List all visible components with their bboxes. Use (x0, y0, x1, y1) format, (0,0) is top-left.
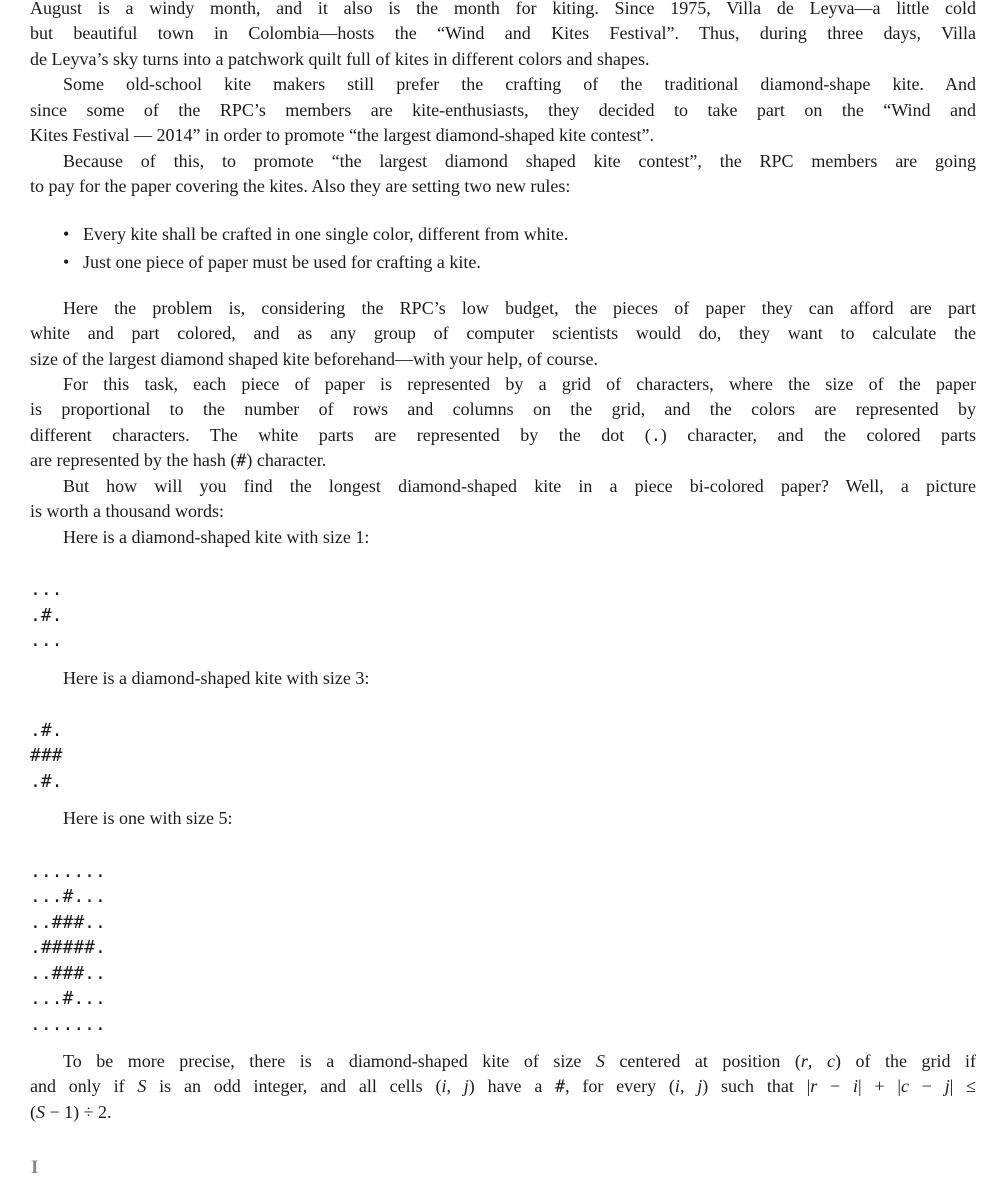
code-line: ...#... (30, 886, 106, 908)
math-var: r (800, 1050, 808, 1071)
text-line: white and part colored, and as any group of computer scientists would do, they want to calculate the (30, 323, 976, 344)
paragraph (30, 525, 976, 550)
text-line: and only if S is an odd integer, and all cells (i, j) have a #, for every (i, j) such that |r − i| + |c − j| ≤ (30, 1076, 976, 1097)
code-line: .#. (30, 770, 63, 792)
code-block (30, 577, 976, 653)
text-line: Because of this, to promote “the largest diamond shaped kite contest”, the RPC members are going (63, 150, 976, 171)
math-var: j (697, 1076, 703, 1097)
bullet-list (30, 220, 976, 276)
text-line: is worth a thousand words: (30, 501, 224, 522)
math-var: i (441, 1076, 447, 1097)
paragraph (30, 1049, 976, 1125)
text-line: Kites Festival — 2014” in order to promote “the largest diamond-shaped kite contest”. (30, 125, 655, 146)
paragraph (30, 296, 976, 372)
list-item-text: Just one piece of paper must be used for crafting a kite. (83, 251, 481, 272)
document-body (30, 0, 976, 1125)
code-line: ... (30, 579, 63, 601)
paragraph (30, 0, 976, 72)
text-line: (S − 1) ÷ 2. (30, 1101, 112, 1122)
math-var: j (463, 1076, 469, 1097)
code-line: ..###.. (30, 911, 106, 933)
text-line: since some of the RPC’s members are kite-enthusiasts, they decided to take part on the “Wind and (30, 99, 976, 120)
math-var: c (826, 1050, 835, 1071)
code-line: ....... (30, 860, 106, 882)
inline-code: # (555, 1077, 566, 1097)
math-var: r (810, 1076, 818, 1097)
text-line: Here is a diamond-shaped kite with size 3: (63, 667, 370, 688)
math-var: c (900, 1076, 909, 1097)
code-line: .#. (30, 604, 63, 626)
paragraph (30, 149, 976, 200)
bullet-icon: • (63, 223, 70, 244)
paragraph (30, 806, 976, 831)
cut-off-heading-fragment (31, 1157, 41, 1178)
code-line: .#. (30, 719, 63, 741)
text-line: but beautiful town in Colombia—hosts the “Wind and Kites Festival”. Thus, during three days, Villa (30, 23, 976, 44)
list-item (30, 220, 976, 248)
list-item-text: Every kite shall be crafted in one single color, different from white. (83, 223, 569, 244)
code-line: ....... (30, 1013, 106, 1035)
text-line: Here the problem is, considering the RPC’s low budget, the pieces of paper they can afford are part (63, 297, 976, 318)
bullet-icon: • (63, 251, 70, 272)
text-line: To be more precise, there is a diamond-shaped kite of size S centered at position (r, c) of the grid if (63, 1050, 977, 1071)
text-line: August is a windy month, and it also is the month for kiting. Since 1975, Villa de Leyva—a little cold (30, 0, 976, 18)
text-line: Here is one with size 5: (63, 808, 233, 829)
paragraph (30, 666, 976, 691)
code-line: ... (30, 630, 63, 652)
math-var: S (137, 1076, 147, 1097)
code-line: ...#... (30, 988, 106, 1010)
text-line: de Leyva’s sky turns into a patchwork quilt full of kites in different colors and shapes. (30, 48, 650, 69)
math-var: j (944, 1076, 950, 1097)
inline-code: . (650, 425, 661, 445)
text-line: size of the largest diamond shaped kite beforehand—with your help, of course. (30, 348, 599, 369)
paragraph (30, 72, 976, 148)
text-line: But how will you find the longest diamond-shaped kite in a piece bi-colored paper? Well, a picture (63, 475, 976, 496)
cut-off-heading-text: I (31, 1157, 39, 1178)
math-var: S (595, 1050, 605, 1071)
text-line: is proportional to the number of rows and columns on the grid, and the colors are represented by (30, 399, 976, 420)
text-line: Here is a diamond-shaped kite with size 1: (63, 526, 370, 547)
inline-code: # (236, 451, 247, 471)
text-line: For this task, each piece of paper is represented by a grid of characters, where the size of the paper (63, 373, 976, 394)
code-line: ### (30, 745, 63, 767)
math-var: S (36, 1101, 45, 1122)
text-line: to pay for the paper covering the kites. Also they are setting two new rules: (30, 176, 571, 197)
math-var: i (674, 1076, 680, 1097)
text-line: Some old-school kite makers still prefer the crafting of the traditional diamond-shape kite. And (63, 74, 976, 95)
text-line: are represented by the hash (#) character. (30, 450, 327, 471)
code-line: ..###.. (30, 962, 106, 984)
text-line: different characters. The white parts are represented by the dot (.) character, and the colored parts (30, 424, 976, 445)
math-var: i (852, 1076, 858, 1097)
paragraph (30, 474, 976, 525)
code-block (30, 718, 976, 794)
list-item (30, 248, 976, 276)
paragraph (30, 372, 976, 474)
code-line: .#####. (30, 937, 106, 959)
code-block (30, 859, 976, 1037)
